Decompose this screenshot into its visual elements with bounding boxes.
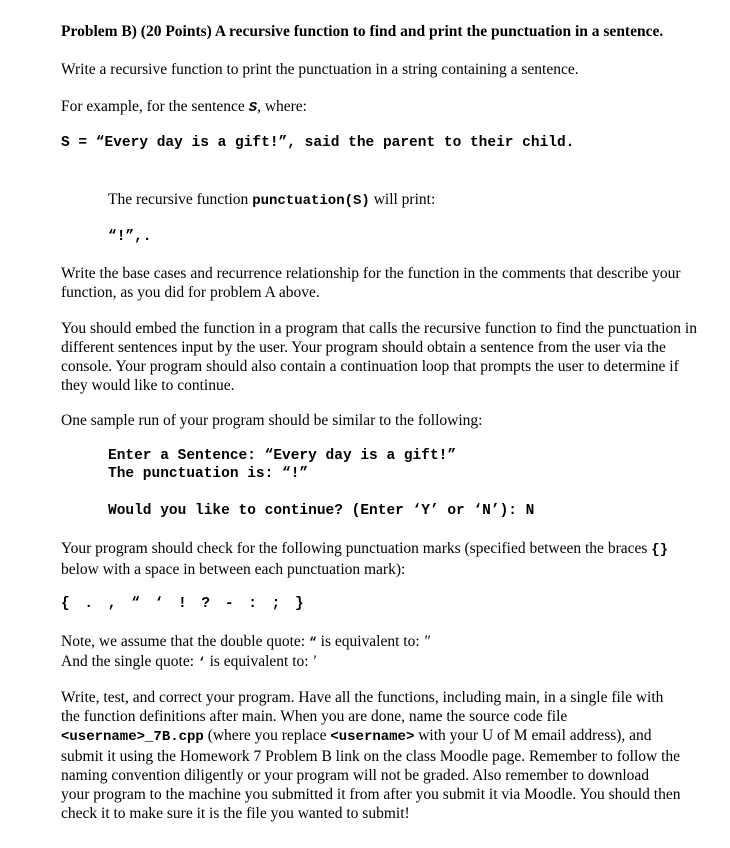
curly-single-quote: ‘ <box>197 655 206 670</box>
single-quote-note-mid: is equivalent to: <box>205 653 313 670</box>
sample-run-line-1: Enter a Sentence: “Every day is a gift!” <box>108 448 457 464</box>
sample-run-line-3: Would you like to continue? (Enter ‘Y’ or ‘N’): N <box>108 503 535 519</box>
curly-double-quote: “ <box>308 635 317 650</box>
example-intro <box>61 97 701 118</box>
filename-code: <username>_7B.cpp <box>61 729 204 745</box>
punctuation-check-text-2: below with a space in between each punctuation mark): <box>61 561 406 578</box>
example-sentence: S = “Every day is a gift!”, said the parent to their child. <box>61 135 575 151</box>
intro-paragraph: Write a recursive function to print the punctuation in a string containing a sentence. <box>61 61 579 78</box>
straight-double-quote: " <box>423 633 431 650</box>
punctuation-check-paragraph <box>61 539 701 579</box>
sentence-variable: S <box>248 100 258 116</box>
submission-text-2: (where you replace <box>203 727 331 744</box>
braces: {} <box>651 542 669 558</box>
function-description-text: The recursive function <box>108 191 253 208</box>
example-intro-suffix: , where: <box>257 98 307 115</box>
punctuation-list: { . , “ ‘ ! ? - : ; } <box>61 596 304 612</box>
function-call: punctuation(S) <box>252 193 370 209</box>
straight-single-quote: ' <box>312 653 316 670</box>
double-quote-note <box>61 632 701 652</box>
embed-paragraph: You should embed the function in a program that calls the recursive function to find the punctuation in different sentences input by the user. Your program should obtain a sentence from the user via the console. Your program should also contain a continuation loop that prompts the user to determine if they would like to continue. <box>61 320 697 394</box>
submission-paragraph <box>61 688 681 823</box>
printed-output: “!”,. <box>108 229 152 245</box>
double-quote-note-mid: is equivalent to: <box>316 633 424 650</box>
function-description <box>108 190 708 211</box>
sample-run-line-2: The punctuation is: “!” <box>108 466 309 482</box>
submission-text-3: with your U of M email address), and submit it using the Homework 7 Problem B link on the class Moodle page. Remember to follow the naming convention diligently or your program will not be graded. Also remember to download your program to the machine you submitted it from after you submit it via Moodle. You should then check it to make sure it is the file you wanted to submit! <box>61 727 681 822</box>
single-quote-note-text: And the single quote: <box>61 653 198 670</box>
function-description-suffix: will print: <box>369 191 436 208</box>
punctuation-check-text: Your program should check for the following punctuation marks (specified between the braces <box>61 540 652 557</box>
problem-title: Problem B) (20 Points) A recursive function to find and print the punctuation in a sentence. <box>61 23 664 40</box>
base-case-paragraph: Write the base cases and recurrence relationship for the function in the comments that describe your function, as you did for problem A above. <box>61 265 681 301</box>
sample-run-intro: One sample run of your program should be similar to the following: <box>61 412 483 429</box>
example-intro-text: For example, for the sentence <box>61 98 249 115</box>
single-quote-note <box>61 652 701 672</box>
username-code: <username> <box>330 729 415 745</box>
submission-text-1: Write, test, and correct your program. Have all the functions, including main, in a single file with the function definitions after main. When you are done, name the source code file <box>61 689 664 725</box>
double-quote-note-text: Note, we assume that the double quote: <box>61 633 309 650</box>
